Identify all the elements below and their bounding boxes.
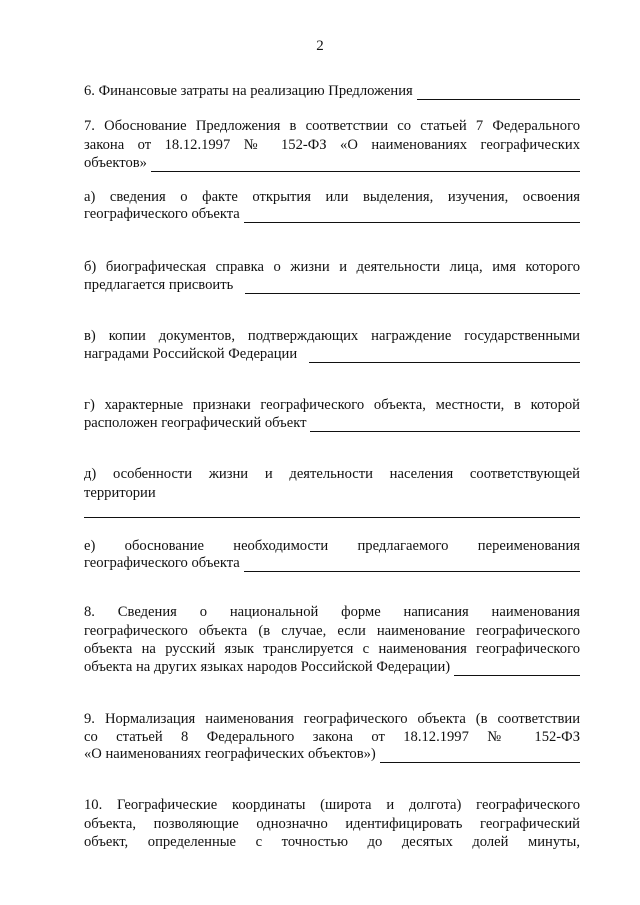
- item-7d-line-2: расположен географический объект: [84, 415, 307, 431]
- item-7a-blank-line[interactable]: [244, 208, 580, 223]
- item-7c-row-2: [84, 345, 580, 363]
- item-7b-row-2: [84, 276, 580, 294]
- item-7e-blank-line[interactable]: [84, 517, 580, 518]
- item-9-line-1: 9. Нормализация наименования географического объекта (в соответствии: [84, 711, 580, 727]
- item-7c-line-2: наградами Российской Федерации: [84, 346, 298, 362]
- item-6-row: [84, 82, 580, 100]
- item-7-line-3: объектов»: [84, 155, 147, 171]
- item-8-line-4: объекта на других языках народов Российской Федерации): [84, 659, 451, 675]
- item-8-line-3: объекта на русский язык транслируется с наименования географического: [84, 641, 580, 657]
- item-7f-blank-line[interactable]: [244, 557, 580, 572]
- item-7-line-2: закона от 18.12.1997 № 152-ФЗ «О наименованиях географических: [84, 137, 580, 153]
- item-7d-line-1: г) характерные признаки географического объекта, местности, в которой: [84, 397, 580, 413]
- item-6-blank-line[interactable]: [417, 85, 580, 100]
- item-7a-row-2: [84, 205, 580, 223]
- item-7-line-1: 7. Обоснование Предложения в соответствии со статьей 7 Федерального: [84, 118, 580, 134]
- item-10-line-1: 10. Географические координаты (широта и долгота) географического: [84, 797, 580, 813]
- item-10-line-2: объекта, позволяющие однозначно идентифицировать географический: [84, 816, 580, 832]
- page-number: 2: [316, 38, 324, 54]
- item-7f-line-1: е) обоснование необходимости предлагаемого переименования: [84, 538, 580, 554]
- item-9-line-2: со статьей 8 Федерального закона от 18.12.1997 № 152-ФЗ: [84, 729, 580, 745]
- item-7a-line-1: а) сведения о факте открытия или выделения, изучения, освоения: [84, 189, 580, 205]
- item-7a-line-2: географического объекта: [84, 206, 240, 222]
- item-7-row-3: [84, 154, 580, 172]
- item-7d-blank-line[interactable]: [310, 417, 580, 432]
- item-7e-line-1: д) особенности жизни и деятельности населения соответствующей: [84, 466, 580, 482]
- item-7d-row-2: [84, 414, 580, 432]
- item-8-blank-line[interactable]: [454, 661, 580, 676]
- item-6-text: 6. Финансовые затраты на реализацию Предложения: [84, 83, 413, 99]
- item-9-line-3: «О наименованиях географических объектов»): [84, 746, 376, 762]
- item-7f-line-2: географического объекта: [84, 555, 240, 571]
- item-7b-blank-line[interactable]: [245, 279, 580, 294]
- item-7c-line-1: в) копии документов, подтверждающих награждение государственными: [84, 328, 580, 344]
- item-7b-line-1: б) биографическая справка о жизни и деятельности лица, имя которого: [84, 259, 580, 275]
- item-7b-line-2: предлагается присвоить: [84, 277, 234, 293]
- item-7-blank-line[interactable]: [151, 157, 580, 172]
- item-7f-row-2: [84, 554, 580, 572]
- item-10-line-3: объект, определенные с точностью до десятых долей минуты,: [84, 834, 580, 850]
- item-8-line-1: 8. Сведения о национальной форме написания наименования: [84, 604, 580, 620]
- item-7e-line-2: территории: [84, 485, 156, 501]
- item-9-row-3: [84, 745, 580, 763]
- item-7c-blank-line[interactable]: [309, 348, 580, 363]
- item-8-line-2: географического объекта (в случае, если наименование географического: [84, 623, 580, 639]
- item-8-row-4: [84, 658, 580, 676]
- item-9-blank-line[interactable]: [380, 748, 580, 763]
